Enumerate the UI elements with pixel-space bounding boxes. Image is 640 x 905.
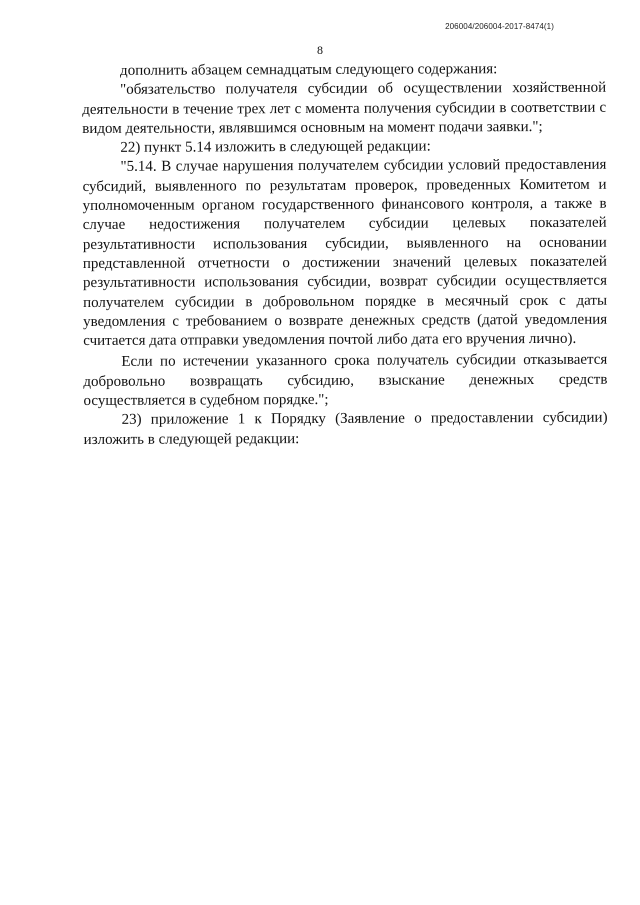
paragraph-quote-obligation: "обязательство получателя субсидии об осуществлении хозяйственной деятельности в течение трех лет с момента получения субсидии в соответствии с видом деятельности, являвшимся основным на момент подачи заявки.";	[82, 80, 607, 137]
paragraph-intro: дополнить абзацем семнадцатым следующего содержания:	[120, 61, 498, 79]
page-number: 8	[317, 43, 323, 57]
document-body	[82, 60, 608, 450]
paragraph-item-22: 22) пункт 5.14 изложить в следующей редакции:	[120, 138, 431, 157]
paragraph-item-23: 23) приложение 1 к Порядку (Заявление о предоставлении субсидии) изложить в следующей редакции:	[83, 410, 608, 448]
paragraph-court-recovery: Если по истечении указанного срока получатель субсидии отказывается добровольно возвращать субсидию, взыскание денежных средств осуществляется в судебном порядке.";	[83, 352, 608, 410]
paragraph-clause-5-14: "5.14. В случае нарушения получателем субсидии условий предоставления субсидий, выявленного по результатам проверок, проведенных Комитетом и уполномоченным органом государственного финансового контроля, а также в случае недостижения получателем субсидии целевых показателей результативности использования субсидии, выявленного на основании представленной отчетности о достижении значений целевых показателей результативности использования субсидии, возврат субсидии осуществляется получателем субсидии в добровольном порядке в месячный срок с даты уведомления с требованием о возврате денежных средств (датой уведомления считается дата отправки уведомления почтой либо дата его вручения лично).	[82, 157, 608, 350]
document-identifier: 206004/206004-2017-8474(1)	[445, 22, 554, 31]
